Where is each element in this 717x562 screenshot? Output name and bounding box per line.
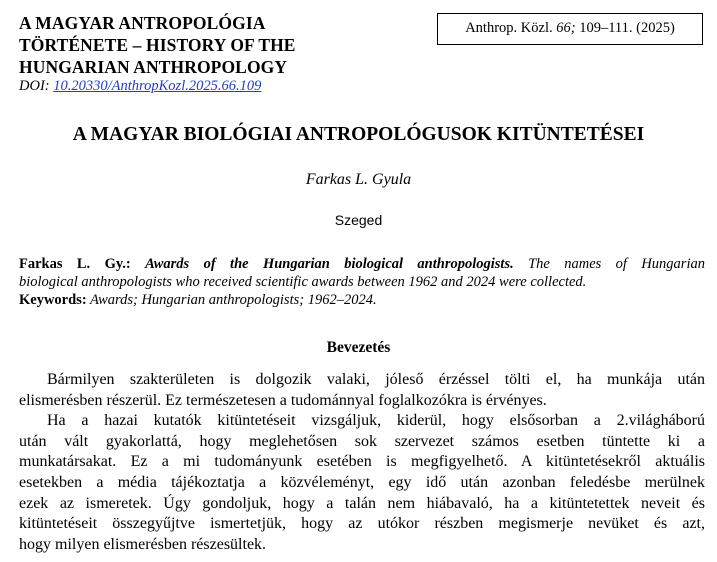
body-line: kitüntetéseit összegyűjtve ismertetjük, hogy az utókor részben megismerje nevüket és azt, [19,515,705,533]
doi-label: DOI: [19,78,54,94]
keywords-line [19,291,705,309]
keywords-label: Keywords: [19,292,87,308]
author-affiliation: Szeged [334,212,383,228]
body-line: Bármilyen szakterületen is dolgozik valaki, jóleső érzéssel tölti el, ha munkája után [47,371,705,388]
doi-line [19,77,261,95]
body-line: elismerésben részerül. Ez természetesen a tudománnyal foglalkozókra is érvényes. [19,391,547,409]
citation-pages: 109–111. (2025) [575,20,675,36]
keywords-text: Awards; Hungarian anthropologists; 1962–2024. [86,292,377,308]
body-line: után vált gyakorlattá, hogy meglehetősen sok szervezet számos esetben tüntette ki a [19,432,705,450]
series-line: TÖRTÉNETE – HISTORY OF THE [19,35,296,55]
article-title: A MAGYAR BIOLÓGIAI ANTROPOLÓGUSOK KITÜNTETÉSEI [72,124,645,145]
body-line: Ha a hazai kutatók kitüntetéseit vizsgáljuk, kiderül, hogy elsősorban a 2.világháború [47,412,705,430]
citation-box [437,13,703,45]
body-text [19,370,705,555]
section-heading: Bevezetés [326,339,391,356]
author-name: Farkas L. Gyula [305,171,412,188]
body-line: ezek az ismeretek. Úgy gondoljuk, hogy a talán nem hiábavaló, ha a kitüntetettek neveit és [19,494,705,512]
abstract-text: The names of Hungarian [513,256,705,272]
series-line: A MAGYAR ANTROPOLÓGIA [19,13,266,33]
citation-journal: Anthrop. Közl. [465,20,557,36]
abstract-title: Awards of the Hungarian biological anthropologists. [145,256,514,272]
citation-volume: 66; [556,20,576,36]
abstract [19,255,705,309]
series-heading [19,12,349,78]
abstract-line [19,273,705,291]
body-line: munkatársakat. Ez a mi tudományunk esetében is megfigyelhető. A kitüntetésekről aktuális [19,453,705,471]
abstract-author-ref: Farkas L. Gy.: [19,256,131,272]
body-line: esetekben a média tájékoztatja a közvéleményt, egy idő után azonban feledésbe merülnek [19,473,705,491]
series-line: HUNGARIAN ANTHROPOLOGY [19,57,288,77]
abstract-line [19,255,705,273]
body-line: hogy milyen elismerésben részesültek. [19,535,267,553]
abstract-text: biological anthropologists who received scientific awards between 1962 and 2024 were collected. [19,274,587,290]
doi-link[interactable]: 10.20330/AnthropKozl.2025.66.109 [53,78,262,94]
